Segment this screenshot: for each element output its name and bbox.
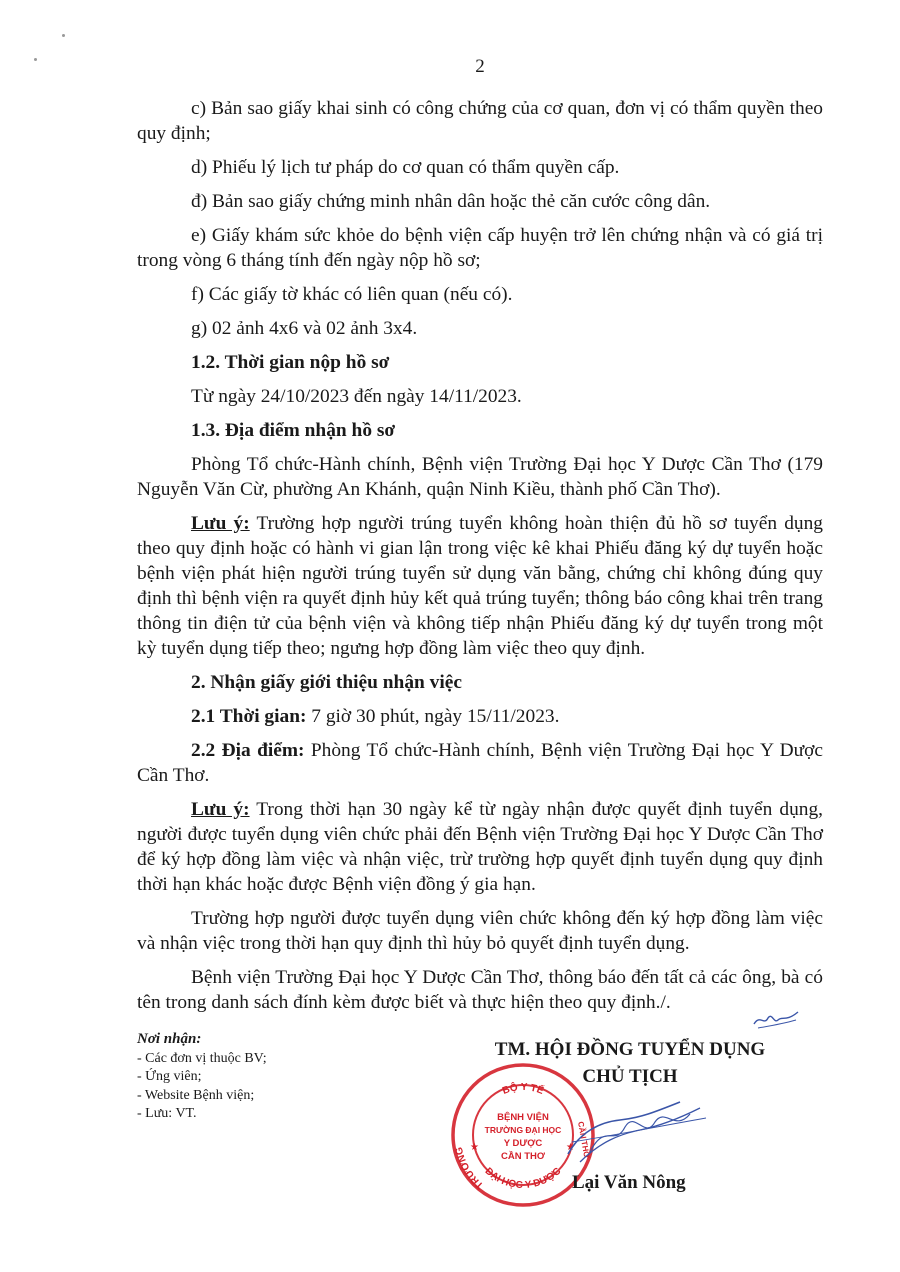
- heading-referral-letter: 2. Nhận giấy giới thiệu nhận việc: [191, 672, 462, 693]
- referral-place: [137, 738, 823, 788]
- submission-place-text: Phòng Tổ chức-Hành chính, Bệnh viện Trường Đại học Y Dược Cần Thơ (179 Nguyễn Văn Cừ, phường An Khánh, quận Ninh Kiều, thành phố Cần Thơ).: [137, 454, 823, 500]
- svg-text:ĐẠI HỌC Y DƯỢC: [483, 1166, 564, 1191]
- recipient-item: - Ứng viên;: [137, 1069, 202, 1084]
- submission-time-text: Từ ngày 24/10/2023 đến ngày 14/11/2023.: [191, 386, 522, 407]
- referral-place-label: 2.2 Địa điểm:: [191, 740, 305, 761]
- seal-left-text: TRƯỜNG: [453, 1145, 486, 1191]
- referral-time-label: 2.1 Thời gian:: [191, 706, 307, 727]
- note-2: [137, 797, 823, 897]
- seal-center-line: BỆNH VIỆN: [497, 1112, 549, 1123]
- referral-place-text: Phòng Tổ chức-Hành chính, Bệnh viện Trường Đại học Y Dược Cần Thơ.: [137, 740, 823, 786]
- seal-bottom-text: ĐẠI HỌC Y DƯỢC: [482, 1165, 564, 1192]
- seal-center-line: CẦN THƠ: [501, 1151, 545, 1162]
- note-2-text: Trong thời hạn 30 ngày kể từ ngày nhận được quyết định tuyển dụng, người được tuyển dụng viên chức phải đến Bệnh viện Trường Đại học Y Dược Cần Thơ để ký hợp đồng làm việc và nhận việc, trừ trường hợp quyết định tuyển dụng quy định thời hạn khác hoặc được Bệnh viện đồng ý gia hạn.: [137, 799, 824, 895]
- item-dd: đ) Bản sao giấy chứng minh nhân dân hoặc thẻ căn cước công dân.: [191, 191, 711, 212]
- seal-right-text: CẦN THƠ: [576, 1120, 592, 1159]
- svg-text:BỘ Y TẾ: [501, 1080, 546, 1097]
- note-1-label: Lưu ý:: [191, 513, 250, 534]
- recipients-block: [137, 1030, 417, 1124]
- referral-time: [137, 704, 823, 729]
- item-c: c) Bản sao giấy khai sinh có công chứng của cơ quan, đơn vị có thẩm quyền theo quy định;: [137, 98, 823, 144]
- item-d: d) Phiếu lý lịch tư pháp do cơ quan có thẩm quyền cấp.: [191, 157, 620, 178]
- initials-mark: [752, 1008, 802, 1030]
- recipient-item: - Website Bệnh viện;: [137, 1087, 255, 1103]
- signer-organization: TM. HỘI ĐỒNG TUYỂN DỤNG: [494, 1039, 766, 1060]
- seal-star-icon: ★: [470, 1142, 479, 1153]
- recipient-item: - Lưu: VT.: [137, 1106, 197, 1121]
- closing-paragraph-2: Bệnh viện Trường Đại học Y Dược Cần Thơ, thông báo đến tất cả các ông, bà có tên trong danh sách đính kèm được biết và thực hiện theo quy định./.: [137, 967, 823, 1013]
- closing-paragraph-1: Trường hợp người được tuyển dụng viên chức không đến ký hợp đồng làm việc và nhận việc trong thời hạn quy định thì hủy bỏ quyết định tuyển dụng.: [137, 908, 823, 954]
- item-g: g) 02 ảnh 4x6 và 02 ảnh 3x4.: [191, 318, 418, 339]
- note-2-label: Lưu ý:: [191, 799, 250, 820]
- recipients-title: Nơi nhận:: [137, 1031, 202, 1047]
- seal-top-text: BỘ Y TẾ: [500, 1081, 546, 1097]
- heading-submission-place: 1.3. Địa điểm nhận hồ sơ: [191, 420, 396, 441]
- item-f: f) Các giấy tờ khác có liên quan (nếu có).: [191, 284, 513, 305]
- recipient-item: - Các đơn vị thuộc BV;: [137, 1050, 267, 1066]
- handwritten-signature: [560, 1092, 710, 1172]
- item-e: e) Giấy khám sức khỏe do bệnh viện cấp huyện trở lên chứng nhận và có giá trị trong vòng 6 tháng tính đến ngày nộp hồ sơ;: [137, 225, 823, 271]
- note-1-text: Trường hợp người trúng tuyển không hoàn thiện đủ hồ sơ tuyển dụng theo quy định hoặc có hành vi gian lận trong việc kê khai Phiếu đăng ký dự tuyển hoặc bệnh viện phát hiện người trúng tuyển sử dụng văn bằng, chứng chỉ không đúng quy định thì bệnh viện ra quyết định hủy kết quả trúng tuyển; thông báo công khai trên trang thông tin điện tử của bệnh viện và không tiếp nhận Phiếu đăng ký dự tuyển trong một kỳ tuyển dụng tiếp theo; ngưng hợp đồng làm việc theo quy định.: [137, 513, 823, 659]
- heading-submission-time: 1.2. Thời gian nộp hồ sơ: [191, 352, 390, 373]
- seal-star-icon: ★: [566, 1142, 575, 1153]
- scan-speck: [62, 34, 65, 37]
- referral-time-text: 7 giờ 30 phút, ngày 15/11/2023.: [306, 706, 560, 727]
- note-1: [137, 511, 823, 661]
- document-body: [137, 96, 823, 1024]
- signer-name: Lại Văn Nông: [572, 1172, 686, 1193]
- page-number: 2: [475, 56, 485, 77]
- seal-center-line: Y DƯỢC: [503, 1138, 543, 1149]
- signer-title: CHỦ TỊCH: [582, 1066, 678, 1087]
- seal-center-line: TRƯỜNG ĐẠI HỌC: [484, 1125, 562, 1135]
